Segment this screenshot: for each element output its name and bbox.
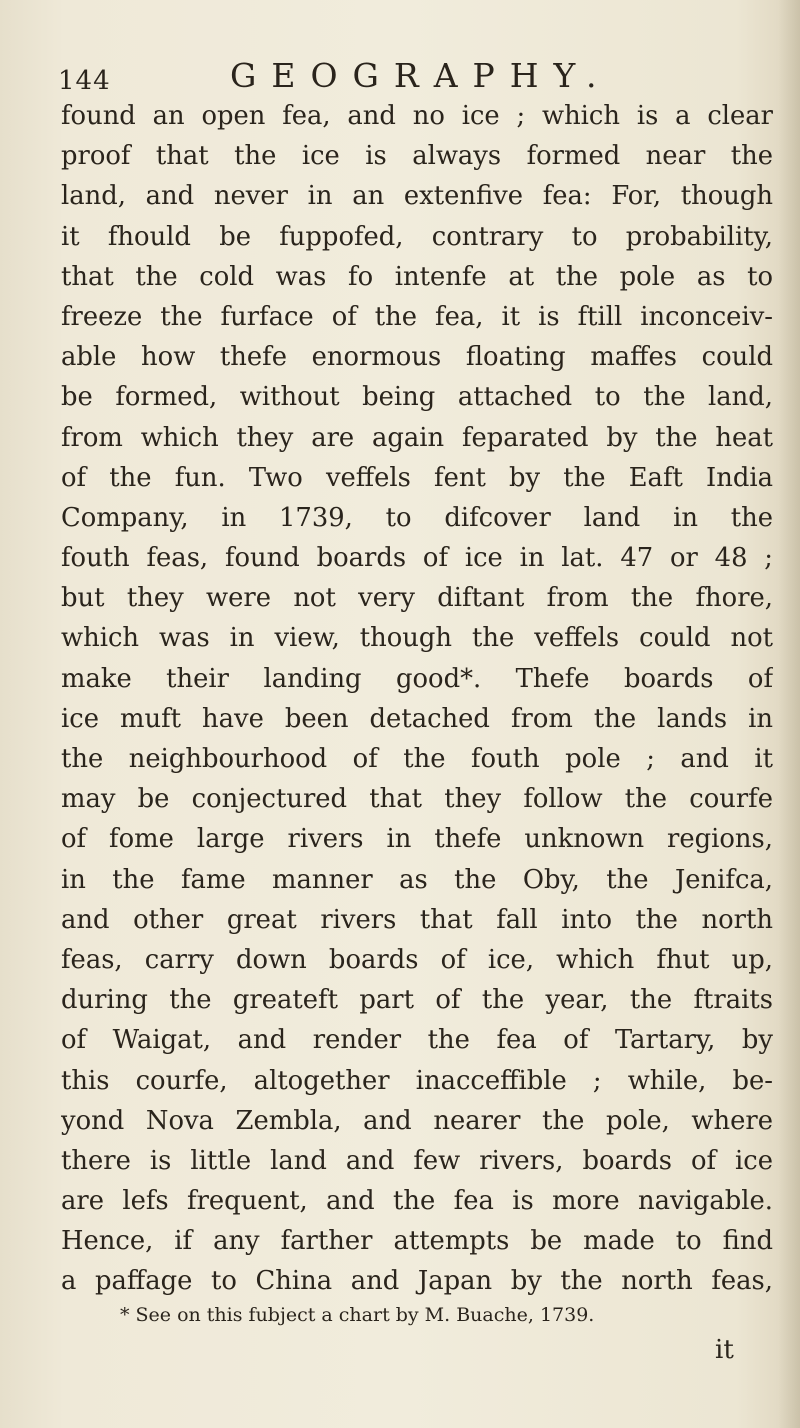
- text-line: a paffage to China and Japan by the north feas,: [61, 1266, 773, 1297]
- text-line: from which they are again feparated by the heat: [61, 422, 773, 453]
- text-line: there is little land and few rivers, boards of ice: [61, 1145, 773, 1176]
- text-line: during the greateft part of the year, the ftraits: [61, 985, 773, 1016]
- text-line: land, and never in an extenfive fea: For, though: [61, 181, 773, 212]
- page-number: 144: [58, 66, 111, 96]
- text-line: found an open fea, and no ice ; which is a clear: [61, 101, 773, 131]
- text-line: and other great rivers that fall into the north: [61, 904, 773, 935]
- text-line: of fome large rivers in thefe unknown regions,: [61, 824, 773, 855]
- text-line: may be conjectured that they follow the courfe: [61, 784, 773, 815]
- text-line: proof that the ice is always formed near the: [61, 141, 773, 172]
- text-line: in the fame manner as the Oby, the Jenifca,: [61, 864, 773, 895]
- text-line: which was in view, though the veffels could not: [61, 623, 773, 654]
- text-line: feas, carry down boards of ice, which fhut up,: [61, 944, 773, 975]
- text-line: it fhould be fuppofed, contrary to probability,: [61, 221, 773, 252]
- text-line: make their landing good*. Thefe boards of: [61, 663, 773, 694]
- footnote: * See on this fubject a chart by M. Buache, 1739.: [120, 1304, 595, 1326]
- text-line: the neighbourhood of the fouth pole ; and it: [61, 744, 773, 774]
- text-line: but they were not very diftant from the fhore,: [61, 583, 773, 614]
- catchword: it: [715, 1335, 734, 1365]
- text-line: Hence, if any farther attempts be made to find: [61, 1226, 773, 1257]
- text-line: of Waigat, and render the fea of Tartary, by: [61, 1025, 773, 1056]
- page-edge-shadow: [778, 0, 800, 1428]
- text-line: yond Nova Zembla, and nearer the pole, where: [61, 1105, 773, 1136]
- text-line: of the fun. Two veffels fent by the Eaft India: [61, 462, 773, 493]
- page-header: [58, 52, 758, 102]
- text-line: this courfe, altogether inacceffible ; while, be-: [61, 1065, 773, 1096]
- text-line: that the cold was fo intenfe at the pole as to: [61, 261, 773, 292]
- text-line: able how thefe enormous floating maffes could: [61, 342, 773, 373]
- text-line: freeze the furface of the fea, it is ftill inconceiv-: [61, 301, 773, 332]
- text-line: ice muft have been detached from the lands in: [61, 703, 773, 734]
- text-line: are lefs frequent, and the fea is more navigable.: [61, 1186, 773, 1217]
- text-line: Company, in 1739, to difcover land in the: [61, 502, 773, 533]
- text-line: fouth feas, found boards of ice in lat. 47 or 48 ;: [61, 543, 773, 574]
- body-text: [61, 96, 773, 1302]
- text-line: be formed, without being attached to the land,: [61, 382, 773, 413]
- running-head: GEOGRAPHY.: [230, 56, 612, 95]
